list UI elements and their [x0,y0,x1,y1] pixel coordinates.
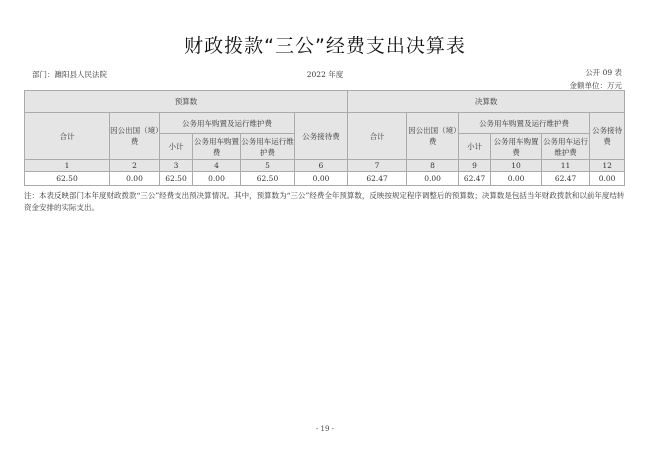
unit-label: 金额单位：万元 [569,81,622,90]
table-row [25,172,625,186]
budget-total-value: 62.50 [25,172,110,186]
column-number: 1 [25,160,110,172]
column-number: 6 [295,160,348,172]
final-operation-value: 62.47 [542,172,590,186]
budget-abroad-value: 0.00 [110,172,160,186]
final-total-header: 合计 [348,113,407,160]
budget-reception-value: 0.00 [295,172,348,186]
final-vehicle-header: 公务用车购置及运行维护费 [459,113,590,134]
column-number: 11 [542,160,590,172]
final-reception-header: 公务接待费 [590,113,625,160]
budget-operation-value: 62.50 [241,172,295,186]
final-reception-value: 0.00 [590,172,625,186]
budget-vehicle-header: 公务用车购置及运行维护费 [160,113,295,134]
column-number: 9 [459,160,491,172]
year-label: 2022 年度 [306,70,344,79]
column-number: 4 [193,160,241,172]
table-code-label: 公开 09 表 [585,68,622,77]
header-row-groups [25,91,625,113]
column-number: 12 [590,160,625,172]
final-group-header: 决算数 [348,91,625,113]
final-abroad-header: 因公出国（境）费 [407,113,459,160]
column-number: 5 [241,160,295,172]
budget-subtotal-value: 62.50 [160,172,193,186]
final-operation-header: 公务用车运行维护费 [542,134,590,160]
budget-purchase-header: 公务用车购置费 [193,134,241,160]
budget-reception-header: 公务接待费 [295,113,348,160]
column-number: 7 [348,160,407,172]
budget-abroad-header: 因公出国（境）费 [110,113,160,160]
final-subtotal-value: 62.47 [459,172,491,186]
page-title: 财政拨款“三公”经费支出决算表 [184,35,466,57]
final-abroad-value: 0.00 [407,172,459,186]
three-public-expense-table [24,90,625,186]
budget-operation-header: 公务用车运行维护费 [241,134,295,160]
page-number: - 19 - [315,425,335,433]
budget-total-header: 合计 [25,113,110,160]
budget-purchase-value: 0.00 [193,172,241,186]
budget-subtotal-header: 小计 [160,134,193,160]
column-number: 8 [407,160,459,172]
final-purchase-value: 0.00 [491,172,542,186]
table-note: 注：本表反映部门本年度财政拨款“三公”经费支出预决算情况。其中，预算数为“三公”经费全年预算数，反映按规定程序调整后的预算数；决算数是包括当年财政拨款和以前年度结转资金安排的实际支出。 [24,191,625,212]
final-subtotal-header: 小计 [459,134,491,160]
column-number: 10 [491,160,542,172]
column-number: 3 [160,160,193,172]
budget-group-header: 预算数 [25,91,348,113]
column-number-row [25,160,625,172]
department-label: 部门：濉阳县人民法院 [32,70,107,79]
final-purchase-header: 公务用车购置费 [491,134,542,160]
final-total-value: 62.47 [348,172,407,186]
header-row-columns [25,113,625,134]
column-number: 2 [110,160,160,172]
